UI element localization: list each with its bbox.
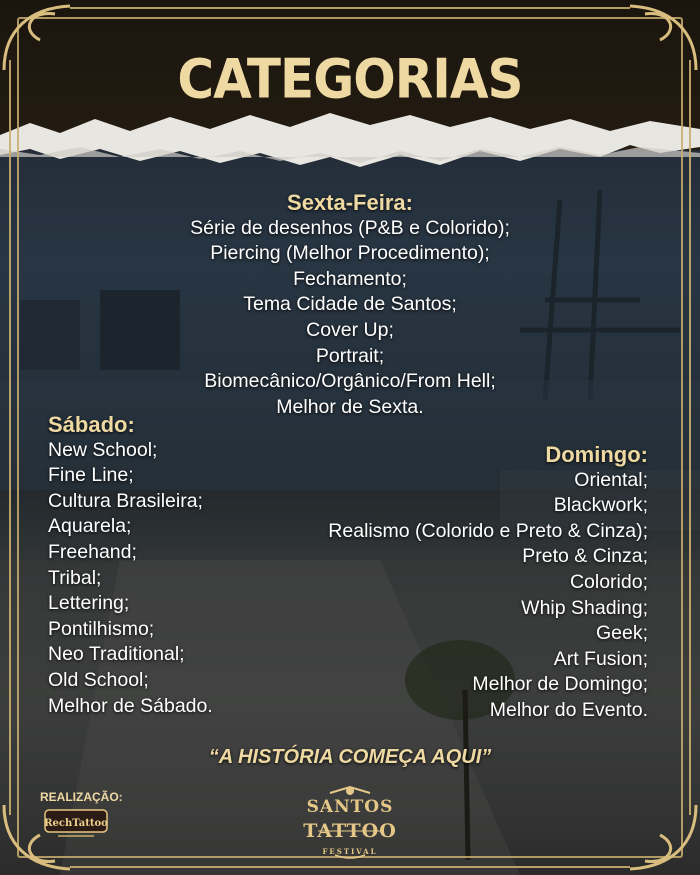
list-item: Tema Cidade de Santos; <box>243 293 457 316</box>
friday-section <box>0 190 700 420</box>
list-item: Whip Shading; <box>521 596 648 619</box>
festival-logo-line1: SANTOS <box>306 797 394 817</box>
organizer-logo-text: RechTattoo <box>44 818 108 829</box>
list-item: Tribal; <box>48 566 102 589</box>
list-item: Lettering; <box>48 592 130 615</box>
list-item: Piercing (Melhor Procedimento); <box>210 242 490 265</box>
list-item: New School; <box>48 438 158 461</box>
list-item: Cover Up; <box>306 318 394 341</box>
list-item: Melhor de Sábado. <box>48 694 213 717</box>
list-item: Pontilhismo; <box>48 617 155 640</box>
list-item: Oriental; <box>574 468 648 491</box>
friday-heading: Sexta-Feira: <box>287 190 413 215</box>
list-item: Cultura Brasileira; <box>48 489 203 512</box>
list-item: Melhor de Sexta. <box>276 395 424 418</box>
list-item: Série de desenhos (P&B e Colorido); <box>190 216 510 239</box>
list-item: Colorido; <box>569 570 648 593</box>
list-item: Biomecânico/Orgânico/From Hell; <box>204 370 496 393</box>
list-item: Art Fusion; <box>553 647 648 670</box>
list-item: Fine Line; <box>48 464 134 487</box>
slogan: “A HISTÓRIA COMEÇA AQUI” <box>208 746 492 768</box>
list-item: Melhor de Domingo; <box>472 673 648 696</box>
list-item: Neo Traditional; <box>48 643 185 666</box>
saturday-heading: Sábado: <box>48 412 135 437</box>
list-item: Melhor do Evento. <box>489 698 648 721</box>
page-title: CATEGORIAS <box>177 47 523 111</box>
list-item: Portrait; <box>315 344 385 367</box>
saturday-section <box>48 412 213 719</box>
list-item: Old School; <box>48 668 149 691</box>
list-item: Fechamento; <box>293 267 407 290</box>
list-item: Blackwork; <box>553 494 648 517</box>
festival-logo <box>300 785 400 865</box>
list-item: Preto & Cinza; <box>522 545 648 568</box>
sunday-heading: Domingo: <box>545 442 648 467</box>
list-item: Aquarela; <box>48 515 132 538</box>
list-item: Realismo (Colorido e Preto & Cinza); <box>328 519 648 542</box>
festival-logo-line3: FESTIVAL <box>322 847 378 856</box>
festival-logo-line2: TATTOO <box>303 820 397 842</box>
sunday-section <box>328 442 648 724</box>
organizer-logo <box>44 806 108 840</box>
list-item: Freehand; <box>48 540 137 563</box>
realizacao-label: REALIZAÇÃO: <box>40 790 123 804</box>
list-item: Geek; <box>595 622 648 645</box>
